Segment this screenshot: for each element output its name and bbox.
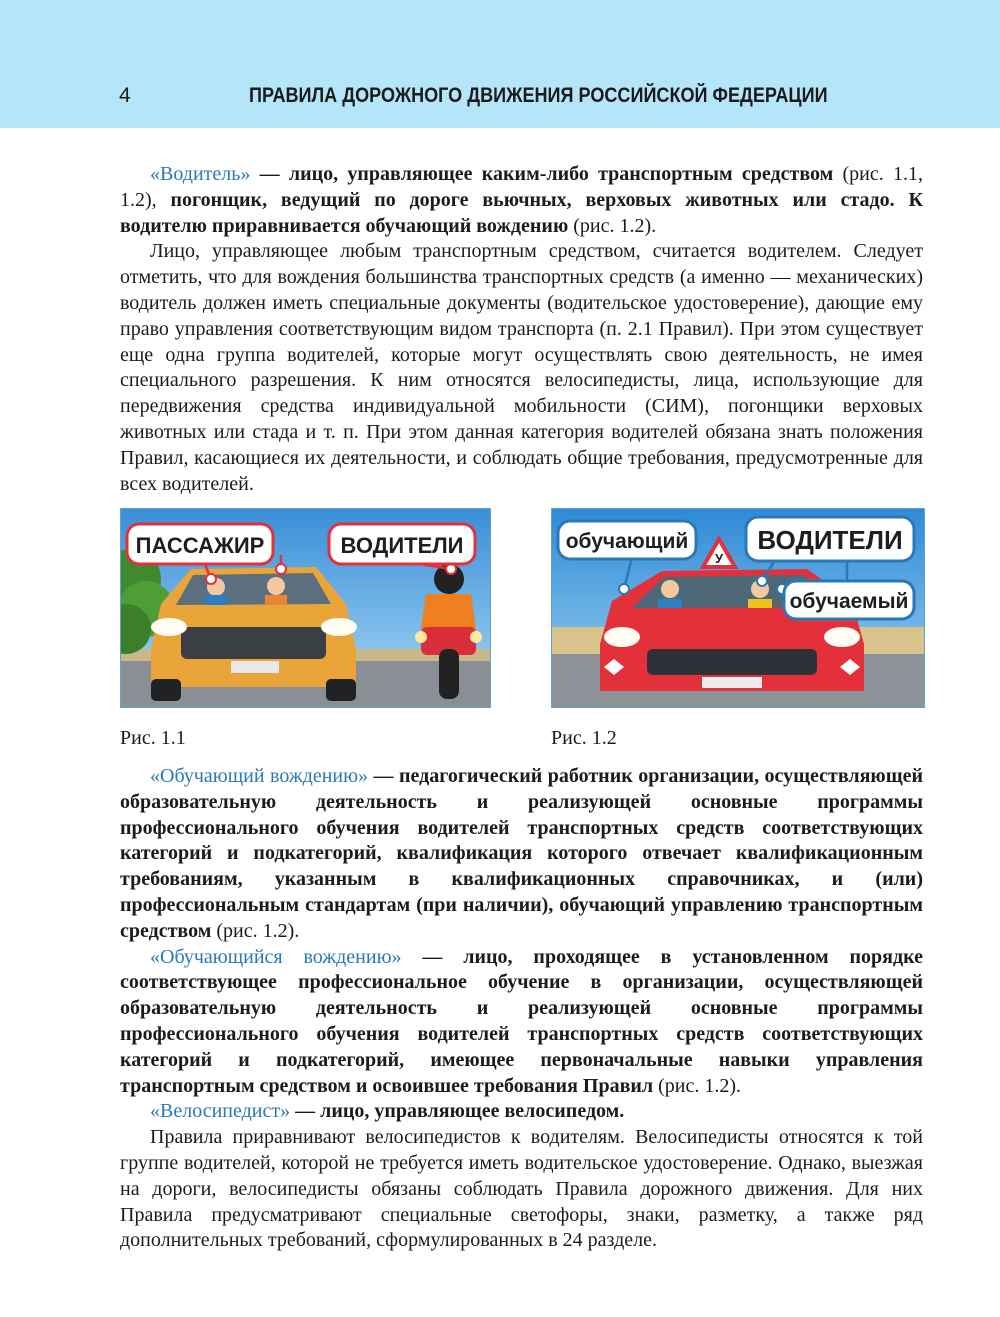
paragraph-learner-definition: «Обучающийся вождению» — лицо, проходящее в установленном порядке соответствующее профессиональное обучение в организации, осуществляющей образовательную деятельность и реализующей основные программы профессионального обучения водителей транспортных средств соответствующих категорий и подкатегорий, имеющее первоначальные навыки управления транспортным средством и освоившее требования Правил (рис. 1.2). [120,945,923,1097]
paragraph-cyclist-explanation: Правила приравнивают велосипедистов к водителям. Велосипедисты относятся к той группе водителей, которой не требуется иметь водительское удостоверение. Однако, выезжая на дороги, велосипедисты обязаны соблюдать Правила дорожного движения. Для них Правила предусматривают специальные светофоры, знаки, разметку, а также ряд дополнительных требований, сформулированных в 24 разделе. [120,1126,923,1252]
running-title: ПРАВИЛА ДОРОЖНОГО ДВИЖЕНИЯ РОССИЙСКОЙ ФЕДЕРАЦИИ [249,84,828,107]
caption-figure-1-2: Рис. 1.2 [551,727,617,749]
term-driver: «Водитель» [150,163,251,185]
term-instructor: «Обучающий вождению» [150,765,369,787]
passenger-drivers-illustration [121,509,490,707]
term-cyclist: «Велосипедист» [150,1100,291,1123]
yellow-suv-icon [151,567,357,701]
label-drivers-fig2: ВОДИТЕЛИ [757,525,903,555]
page-header [0,0,1000,128]
figure-1-2 [551,508,925,708]
label-passenger: ПАССАЖИР [135,533,265,558]
learner-driver-illustration [552,509,924,707]
text-block-bottom [120,764,923,1254]
paragraph-cyclist-definition: «Велосипедист» — лицо, управляющее велосипедом. [150,1100,625,1123]
text-block-top [120,162,923,497]
figure-1-1 [120,508,491,708]
term-learner: «Обучающийся вождению» [150,945,402,968]
paragraph-driver-definition: «Водитель» — лицо, управляющее каким-либо транспортным средством (рис. 1.1, 1.2), погонщик, ведущий по дороге вьючных, верховых животных или стадо. К водителю приравнивается обучающий вождению (рис. 1.2). [120,163,923,237]
paragraph-instructor-definition: «Обучающий вождению» — педагогический работник организации, осуществляющей образовательную деятельность и реализующей основные программы профессионального обучения водителей транспортных средств соответствующих категорий и подкатегорий, квалификация которого отвечает квалификационным требованиям, указанным в квалификационных справочниках, и (или) профессиональным стандартам (при наличии), обучающий управлению транспортным средством (рис. 1.2). [120,765,923,942]
label-student: обучаемый [789,590,909,613]
page-number: 4 [119,84,131,107]
paragraph-driver-explanation: Лицо, управляющее любым транспортным средством, считается водителем. Следует отметить, что для вождения большинства транспортных средств (а именно — механических) водитель должен иметь специальные документы (водительское удостоверение), дающие ему право управления соответствующим видом транспорта (п. 2.1 Правил). При этом существует еще одна группа водителей, которые могут осуществлять свою деятельность, не имея специального разрешения. К ним относятся велосипедисты, лица, использующие для передвижения средства индивидуальной мобильности (СИМ), погонщики верховых животных или стада и т. п. При этом данная категория водителей обязана знать положения Правил, касающиеся их деятельности, и соблюдать общие требования, предусмотренные для всех водителей. [120,240,923,495]
label-drivers-fig1: ВОДИТЕЛИ [340,533,464,558]
svg-text:У: У [714,551,724,566]
caption-figure-1-1: Рис. 1.1 [120,727,186,749]
label-teacher: обучающий [565,530,689,553]
